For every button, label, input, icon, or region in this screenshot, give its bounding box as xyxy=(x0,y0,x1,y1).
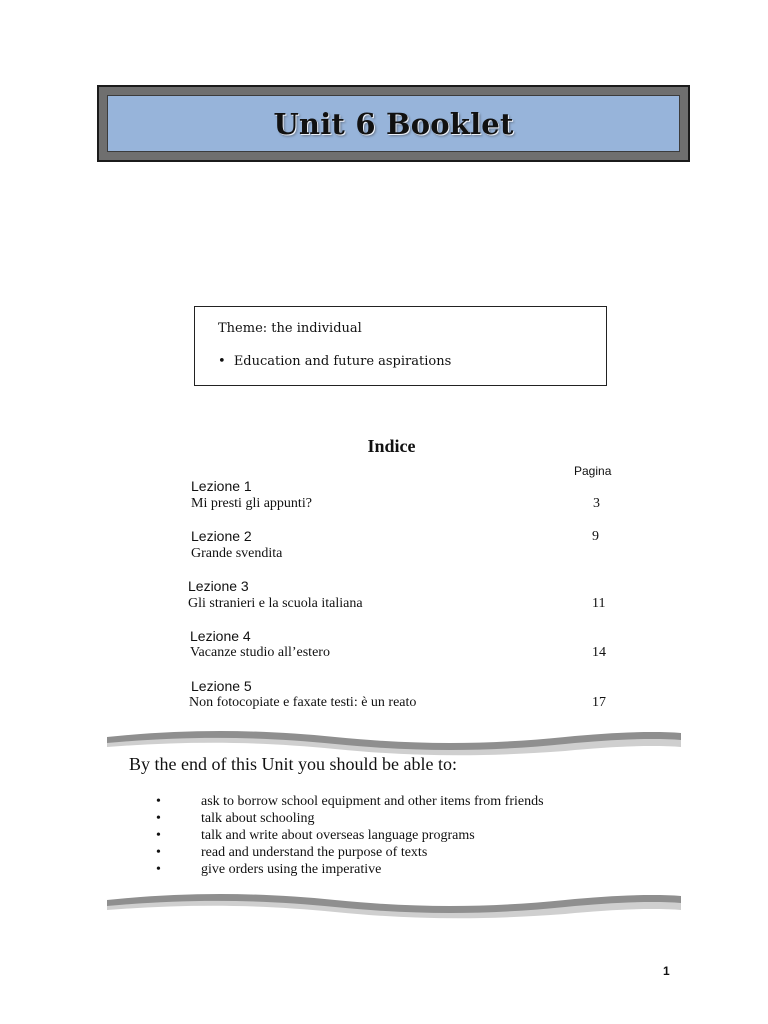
objective-text: read and understand the purpose of texts xyxy=(201,845,428,860)
lesson-4-page: 14 xyxy=(592,645,606,660)
objective-bullet: • xyxy=(156,828,161,843)
lesson-3-label: Lezione 3 xyxy=(188,578,249,594)
wave-divider-top xyxy=(105,727,683,757)
lesson-5-title: Non fotocopiate e faxate testi: è un reato xyxy=(189,695,417,710)
objective-text: talk about schooling xyxy=(201,811,315,826)
objective-bullet: • xyxy=(156,794,161,809)
title-banner xyxy=(97,85,690,162)
objective-bullet: • xyxy=(156,811,161,826)
objectives-heading: By the end of this Unit you should be able to: xyxy=(129,754,457,774)
lesson-5-page: 17 xyxy=(592,695,606,710)
title-banner-inner xyxy=(107,95,680,152)
booklet-title: Unit 6 Booklet xyxy=(273,106,514,141)
lesson-1-label: Lezione 1 xyxy=(191,478,252,494)
lesson-5-label: Lezione 5 xyxy=(191,678,252,694)
lesson-4-label: Lezione 4 xyxy=(190,628,251,644)
lesson-3-title: Gli stranieri e la scuola italiana xyxy=(188,596,363,611)
page-number: 1 xyxy=(663,964,670,978)
objective-text: talk and write about overseas language programs xyxy=(201,828,475,843)
wave-divider-bottom xyxy=(105,890,683,920)
objective-text: ask to borrow school equipment and other items from friends xyxy=(201,794,544,809)
lesson-2-page: 9 xyxy=(592,529,599,544)
theme-box xyxy=(194,306,607,386)
index-heading: Indice xyxy=(367,436,416,456)
theme-topic xyxy=(218,354,451,369)
lesson-4-title: Vacanze studio all’estero xyxy=(190,645,330,660)
lesson-2-title: Grande svendita xyxy=(191,546,283,561)
objective-bullet: • xyxy=(156,862,161,877)
page-column-header: Pagina xyxy=(574,464,612,478)
theme-topic-text: Education and future aspirations xyxy=(233,354,452,369)
lesson-1-title: Mi presti gli appunti? xyxy=(191,496,312,511)
lesson-2-label: Lezione 2 xyxy=(191,528,252,544)
lesson-3-page: 11 xyxy=(592,596,606,611)
objective-text: give orders using the imperative xyxy=(201,862,382,877)
theme-bullet: • xyxy=(218,354,226,369)
theme-line: Theme: the individual xyxy=(218,321,362,336)
objective-bullet: • xyxy=(156,845,161,860)
lesson-1-page: 3 xyxy=(593,496,600,511)
